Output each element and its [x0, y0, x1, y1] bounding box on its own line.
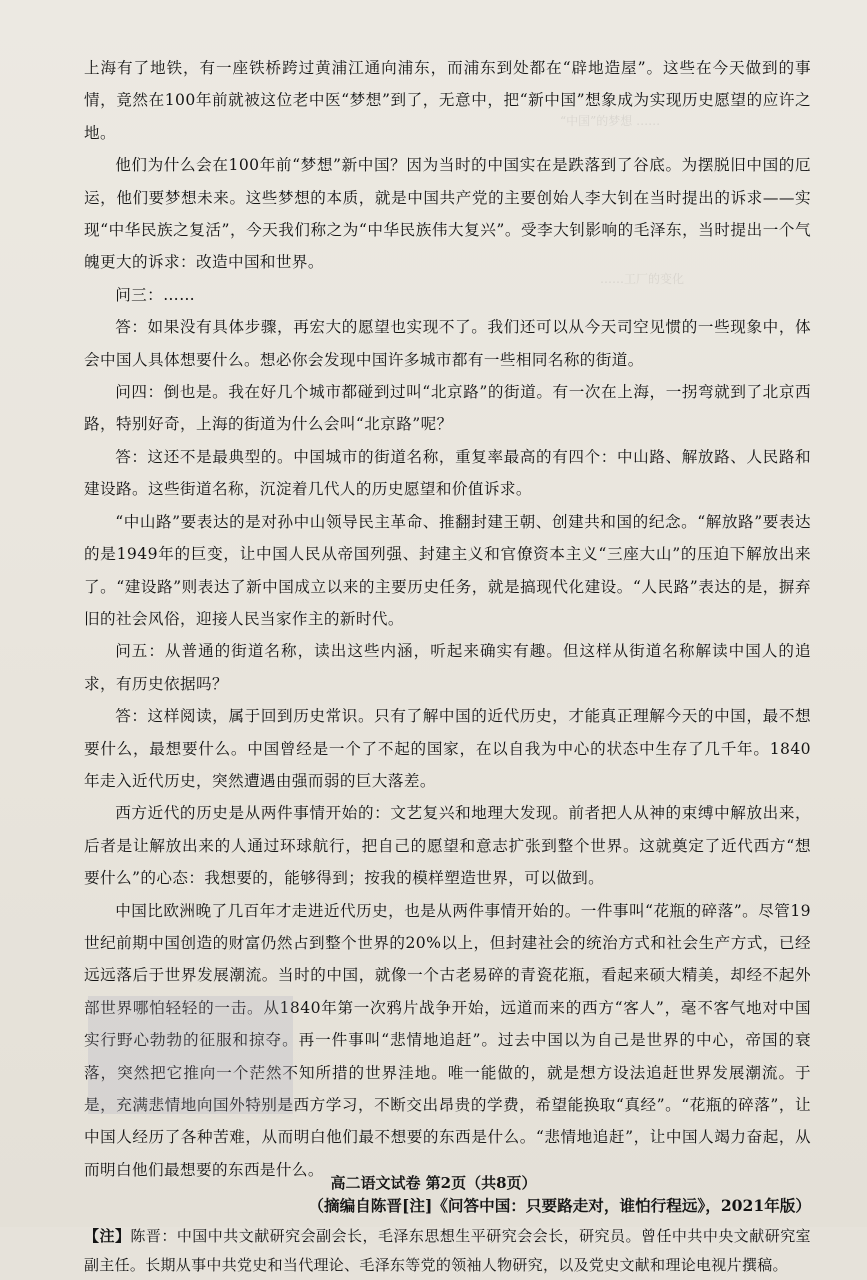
author-note	[84, 1222, 811, 1280]
article-paragraph: 问四：倒也是。我在好几个城市都碰到过叫“北京路”的街道。有一次在上海，一拐弯就到了北京西路，特别好奇，上海的街道为什么会叫“北京路”呢？	[84, 383, 811, 434]
article-paragraph: “中山路”要表达的是对孙中山领导民主革命、推翻封建王朝、创建共和国的纪念。“解放路”要表达的是1949年的巨变，让中国人民从帝国列强、封建主义和官僚资本主义“三座大山”的压迫下解放出来了。“建设路”则表达了新中国成立以来的主要历史任务，就是搞现代化建设。“人民路”表达的是，摒弃旧的社会风俗，迎接人民当家作主的新时代。	[84, 512, 811, 628]
article-paragraph: 问五：从普通的街道名称，读出这些内涵，听起来确实有趣。但这样从街道名称解读中国人的追求，有历史依据吗？	[84, 642, 811, 693]
article-paragraph: 答：这样阅读，属于回到历史常识。只有了解中国的近代历史，才能真正理解今天的中国，最不想要什么，最想要什么。中国曾经是一个了不起的国家，在以自我为中心的状态中生存了几千年。1840年走入近代历史，突然遭遇由强而弱的巨大落差。	[84, 707, 811, 790]
article-paragraph: 答：这还不是最典型的。中国城市的街道名称，重复率最高的有四个：中山路、解放路、人民路和建设路。这些街道名称，沉淀着几代人的历史愿望和价值诉求。	[84, 447, 811, 499]
bleed-through: “中国”的梦想 ……	[560, 114, 661, 128]
bleed-through: ……工厂的变化	[600, 272, 685, 286]
source-citation: （摘编自陈晋[注]《问答中国：只要路走对，谁怕行程远》，2021年版）	[308, 1196, 811, 1216]
article-paragraph: 问三：……	[115, 285, 196, 304]
scan-shadow	[88, 996, 293, 1114]
article-paragraph: 答：如果没有具体步骤，再宏大的愿望也实现不了。我们还可以从今天司空见惯的一些现象中，体会中国人具体想要什么。想必你会发现中国许多城市都有一些相同名称的街道。	[84, 318, 811, 369]
article-paragraph: 中国比欧洲晚了几百年才走进近代历史，也是从两件事情开始的。一件事叫“花瓶的碎落”。尽管19世纪前期中国创造的财富仍然占到整个世界的20%以上，但封建社会的统治方式和社会生产方式，已经远远落后于世界发展潮流。当时的中国，就像一个古老易碎的青瓷花瓶，看起来硕大精美，却经不起外部世界哪怕轻轻的一击。从1840年第一次鸦片战争开始，远道而来的西方“客人”，毫不客气地对中国实行野心勃勃的征服和掠夺。再一件事叫“悲情地追赶”。过去中国以为自己是世界的中心，帝国的衰落，突然把它推向一个茫然不知所措的世界洼地。唯一能做的，就是想方设法追赶世界发展潮流。于是，充满悲情地向国外特别是西方学习，不断交出昂贵的学费，希望能换取“真经”。“花瓶的碎落”，让中国人经历了各种苦难，从而明白他们最不想要的东西是什么。“悲情地追赶”，让中国人竭力奋起，从而明白他们最想要的东西是什么。	[84, 901, 811, 1179]
note-text: 陈晋：中国中共文献研究会副会长，毛泽东思想生平研究会会长，研究员。曾任中共中央文献研究室副主任。长期从事中共党史和当代理论、毛泽东等党的领袖人物研究，以及党史文献和理论电视片撰稿。	[84, 1227, 811, 1275]
note-tag: 【注】	[84, 1227, 131, 1246]
page-footer: 高二语文试卷 第2页（共8页）	[330, 1174, 537, 1192]
article-paragraph: 西方近代的历史是从两件事情开始的：文艺复兴和地理大发现。前者把人从神的束缚中解放出来，后者是让解放出来的人通过环球航行，把自己的愿望和意志扩张到整个世界。这就奠定了近代西方“想要什么”的心态：我想要的，能够得到；按我的模样塑造世界，可以做到。	[84, 804, 811, 888]
article-paragraph: 他们为什么会在100年前“梦想”新中国？因为当时的中国实在是跌落到了谷底。为摆脱旧中国的厄运，他们要梦想未来。这些梦想的本质，就是中国共产党的主要创始人李大钊在当时提出的诉求——实现“中华民族之复活”，今天我们称之为“中华民族伟大复兴”。受李大钊影响的毛泽东，当时提出一个气魄更大的诉求：改造中国和世界。	[84, 156, 811, 272]
article-paragraph: 上海有了地铁，有一座铁桥跨过黄浦江通向浦东，而浦东到处都在“辟地造屋”。这些在今天做到的事情，竟然在100年前就被这位老中医“梦想”到了，无意中，把“新中国”想象成为实现历史愿望的应许之地。	[84, 59, 811, 142]
